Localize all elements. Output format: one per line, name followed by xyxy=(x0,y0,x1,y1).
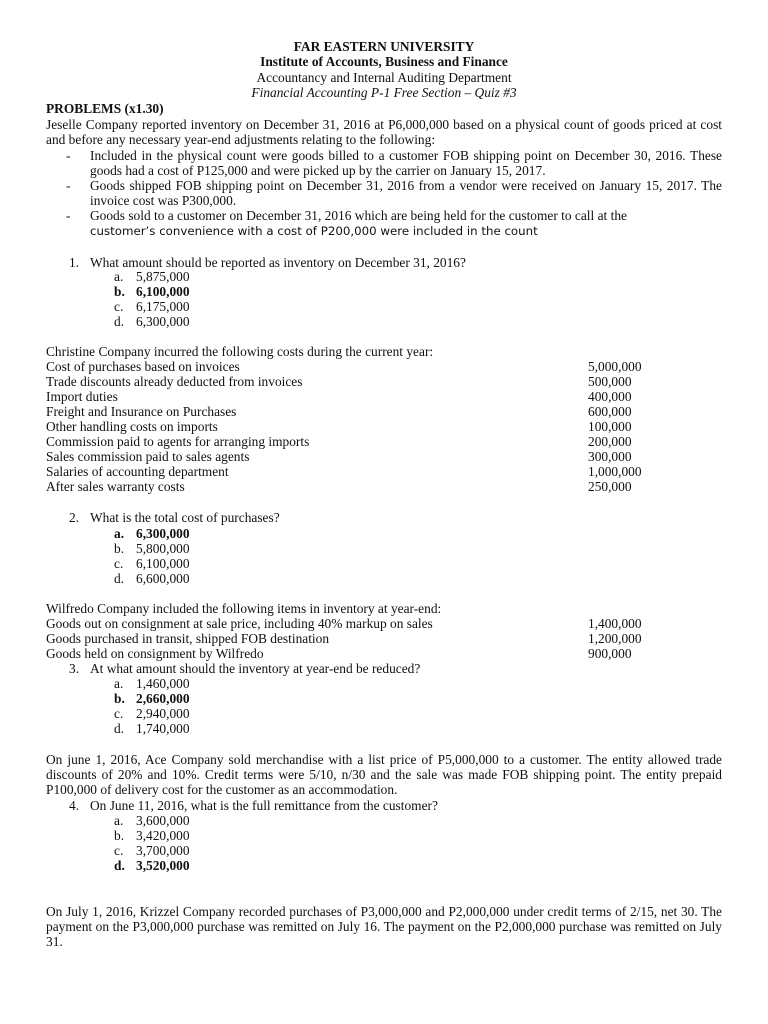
problem3-intro: Wilfredo Company included the following items in inventory at year-end: xyxy=(46,601,442,616)
problem1-bullet-2: Goods shipped FOB shipping point on December 31, 2016 from a vendor were received on January 15, 2017. The invoice cost was P300,000. xyxy=(90,178,722,209)
option-letter: c. xyxy=(114,556,124,571)
cost-amount: 250,000 xyxy=(588,479,632,494)
cost-amount: 100,000 xyxy=(588,419,632,434)
option-letter: d. xyxy=(114,571,125,586)
option-value: 6,300,000 xyxy=(136,314,190,329)
item-amount: 900,000 xyxy=(588,646,632,661)
option-value: 3,600,000 xyxy=(136,813,190,828)
option-value: 6,100,000 xyxy=(136,556,190,571)
cost-amount: 5,000,000 xyxy=(588,359,642,374)
cost-amount: 400,000 xyxy=(588,389,632,404)
bullet-marker: - xyxy=(66,148,71,163)
option-letter: a. xyxy=(114,813,124,828)
option-value-answer: 3,520,000 xyxy=(136,858,190,873)
cost-amount: 1,000,000 xyxy=(588,464,642,479)
question-1: What amount should be reported as inventory on December 31, 2016? xyxy=(90,255,466,270)
cost-label: Commission paid to agents for arranging imports xyxy=(46,434,310,449)
question-2: What is the total cost of purchases? xyxy=(90,510,280,525)
cost-amount: 500,000 xyxy=(588,374,632,389)
option-value-answer: 6,100,000 xyxy=(136,284,190,299)
question-3: At what amount should the inventory at year-end be reduced? xyxy=(90,661,421,676)
problem1-bullet-3: Goods sold to a customer on December 31, 2016 which are being held for the customer to call at the xyxy=(90,208,627,223)
option-letter: b. xyxy=(114,691,125,706)
cost-amount: 300,000 xyxy=(588,449,632,464)
problem1-bullet-3-cont: customer’s convenience with a cost of P200,000 were included in the count xyxy=(90,224,538,238)
option-value: 5,875,000 xyxy=(136,269,190,284)
option-value: 6,175,000 xyxy=(136,299,190,314)
institute-name: Institute of Accounts, Business and Finance xyxy=(260,54,508,69)
university-name: FAR EASTERN UNIVERSITY xyxy=(293,39,475,54)
option-value: 2,940,000 xyxy=(136,706,190,721)
cost-label: Cost of purchases based on invoices xyxy=(46,359,240,374)
section-title: PROBLEMS (x1.30) xyxy=(46,101,164,116)
cost-label: Salaries of accounting department xyxy=(46,464,229,479)
question-number: 2. xyxy=(69,510,80,525)
item-amount: 1,400,000 xyxy=(588,616,642,631)
option-letter: a. xyxy=(114,526,125,541)
question-number: 4. xyxy=(69,798,80,813)
option-value: 3,700,000 xyxy=(136,843,190,858)
item-amount: 1,200,000 xyxy=(588,631,642,646)
cost-label: Sales commission paid to sales agents xyxy=(46,449,250,464)
item-label: Goods purchased in transit, shipped FOB destination xyxy=(46,631,330,646)
cost-amount: 600,000 xyxy=(588,404,632,419)
option-letter: c. xyxy=(114,299,124,314)
option-value: 3,420,000 xyxy=(136,828,190,843)
option-value-answer: 2,660,000 xyxy=(136,691,190,706)
bullet-marker: - xyxy=(66,208,71,223)
option-value: 1,740,000 xyxy=(136,721,190,736)
bullet-marker: - xyxy=(66,178,71,193)
option-letter: a. xyxy=(114,269,124,284)
option-value: 1,460,000 xyxy=(136,676,190,691)
option-value: 6,600,000 xyxy=(136,571,190,586)
option-letter: d. xyxy=(114,314,125,329)
question-number: 3. xyxy=(69,661,80,676)
item-label: Goods out on consignment at sale price, including 40% markup on sales xyxy=(46,616,433,631)
department-name: Accountancy and Internal Auditing Department xyxy=(256,70,512,85)
question-4: On June 11, 2016, what is the full remittance from the customer? xyxy=(90,798,438,813)
option-letter: a. xyxy=(114,676,124,691)
problem1-intro: Jeselle Company reported inventory on December 31, 2016 at P6,000,000 based on a physical count of goods priced at cost and before any necessary year-end adjustments relating to the following: xyxy=(46,117,722,148)
course-title: Financial Accounting P-1 Free Section – Quiz #3 xyxy=(251,85,517,100)
option-letter: b. xyxy=(114,284,125,299)
problem1-bullet-1: Included in the physical count were goods billed to a customer FOB shipping point on December 30, 2016. These goods had a cost of P125,000 and were picked up by the carrier on January 15, 2017. xyxy=(90,148,722,179)
cost-label: Freight and Insurance on Purchases xyxy=(46,404,237,419)
option-value-answer: 6,300,000 xyxy=(136,526,190,541)
problem2-intro: Christine Company incurred the following costs during the current year: xyxy=(46,344,434,359)
cost-label: Other handling costs on imports xyxy=(46,419,218,434)
item-label: Goods held on consignment by Wilfredo xyxy=(46,646,264,661)
problem5-intro: On July 1, 2016, Krizzel Company recorded purchases of P3,000,000 and P2,000,000 under credit terms of 2/15, net 30. The payment on the P3,000,000 purchase was remitted on July 16. The payment on the P2,000,000 purchase was remitted on July 31. xyxy=(46,904,722,950)
cost-label: Trade discounts already deducted from invoices xyxy=(46,374,303,389)
problem4-intro: On june 1, 2016, Ace Company sold merchandise with a list price of P5,000,000 to a customer. The entity allowed trade discounts of 20% and 10%. Credit terms were 5/10, n/30 and the sale was made FOB shipping point. The entity prepaid P100,000 of delivery cost for the customer as an accommodation. xyxy=(46,752,722,798)
option-letter: b. xyxy=(114,541,125,556)
cost-amount: 200,000 xyxy=(588,434,632,449)
option-letter: b. xyxy=(114,828,125,843)
question-number: 1. xyxy=(69,255,80,270)
option-letter: d. xyxy=(114,721,125,736)
option-letter: d. xyxy=(114,858,125,873)
cost-label: After sales warranty costs xyxy=(46,479,185,494)
cost-label: Import duties xyxy=(46,389,118,404)
option-letter: c. xyxy=(114,706,124,721)
option-letter: c. xyxy=(114,843,124,858)
option-value: 5,800,000 xyxy=(136,541,190,556)
